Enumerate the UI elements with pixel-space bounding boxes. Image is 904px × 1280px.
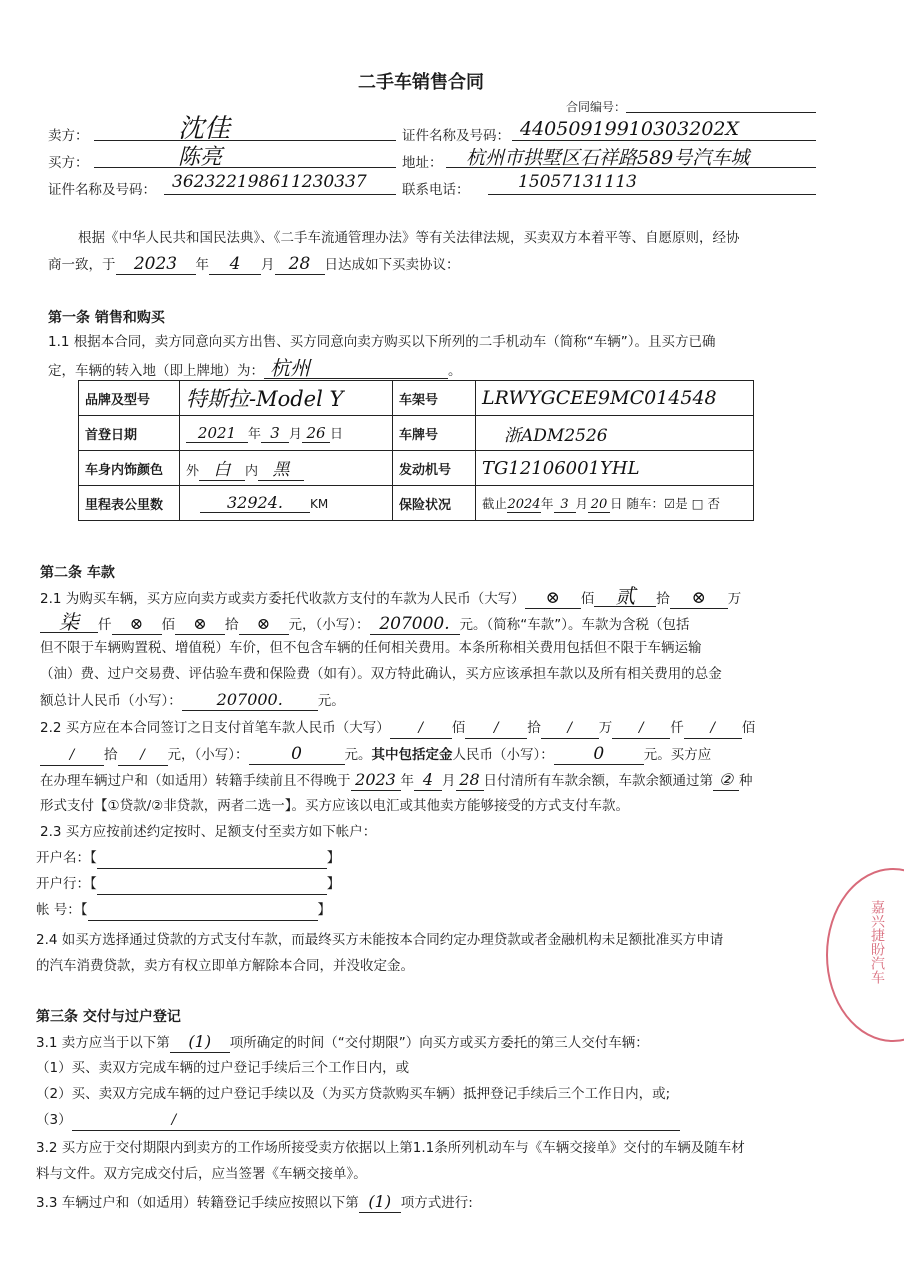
article3-heading: 第三条 交付与过户登记: [36, 1009, 181, 1025]
contract-title: 二手车销售合同: [358, 72, 484, 93]
brand-value[interactable]: 特斯拉-Model Y: [180, 381, 393, 416]
reg-date-value[interactable]: 2021 年 3 月 26 日: [180, 416, 393, 451]
address[interactable]: 杭州市拱墅区石祥路589号汽车城: [466, 147, 750, 169]
p32-l2: 料与文件。双方完成交付后，应当签署《车辆交接单》。: [36, 1166, 367, 1182]
article2-l2: 柒 仟 ⊗ 佰 ⊗ 拾 ⊗ 元，（小写）： 207000. 元。（简称“车款”）。车款为含税（包括: [40, 612, 690, 635]
vin-value[interactable]: LRWYGCEE9MC014548: [476, 381, 754, 416]
acct-bank-row: 开户行：【 】: [36, 874, 340, 895]
phone-line: [488, 194, 816, 195]
option-2: （2）买、卖双方完成车辆的过户登记手续以及（为买方贷款购买车辆）抵押登记手续后三个工作日内，或;: [36, 1086, 671, 1102]
p22-l3: 在办理车辆过户和（如适用）转籍手续前且不得晚于 2023 年 4 月 28 日付清所有车款余额，车款余额通过第 ② 种: [40, 770, 753, 789]
seller-name[interactable]: 沈佳: [178, 114, 231, 144]
pay-day[interactable]: 28: [456, 770, 484, 791]
article2-l4: （油）费、过户交易费、评估验车费和保险费（如有）。双方特此确认，买方应该承担车款以及所有相关费用的总金: [40, 666, 722, 682]
sign-day[interactable]: 28: [275, 254, 325, 275]
color-label: 车身内饰颜色: [79, 451, 180, 486]
buyer-id[interactable]: 362322198611230337: [172, 172, 367, 192]
price-shi2[interactable]: ⊗: [175, 614, 225, 635]
p24-l2: 的汽车消费贷款，卖方有权立即单方解除本合同，并没收定金。: [36, 958, 414, 974]
p33: 3.3 车辆过户和（如适用）转籍登记手续应按照以下第 (1) 项方式进行:: [36, 1192, 473, 1211]
price-qian-val[interactable]: 柒: [40, 612, 98, 633]
brand-label: 品牌及型号: [79, 381, 180, 416]
insurance-value[interactable]: 截止2024年 3 月 20 日 随车：☑是 □ 否: [476, 486, 754, 521]
price-yuan[interactable]: ⊗: [239, 614, 289, 635]
seal-text: 嘉兴捷盼汽车: [869, 900, 885, 984]
buyer-label: 买方：: [48, 155, 89, 171]
sign-year[interactable]: 2023: [116, 254, 196, 275]
buyer-line: [94, 167, 396, 168]
vin-label: 车架号: [393, 381, 476, 416]
option-3: （3） /: [36, 1110, 680, 1131]
transfer-choice[interactable]: (1): [359, 1192, 401, 1213]
color-value[interactable]: 外 白 内 黑: [180, 451, 393, 486]
insurance-no-checkbox[interactable]: □ 否: [691, 495, 721, 511]
total-amount[interactable]: 207000.: [182, 690, 318, 711]
price-bai[interactable]: ⊗: [525, 588, 581, 609]
delivery-choice[interactable]: (1): [170, 1032, 230, 1053]
transfer-city[interactable]: 杭州: [264, 358, 448, 379]
article1-p1-line2: 定，车辆的转入地（即上牌地）为： 杭州 。: [48, 356, 462, 380]
acct-no-row: 帐 号：【 】: [36, 900, 331, 921]
plate-value[interactable]: 浙ADM2526: [476, 416, 754, 451]
p23: 2.3 买方应按前述约定按时、足额支付至卖方如下帐户：: [40, 824, 377, 840]
reg-date-label: 首登日期: [79, 416, 180, 451]
price-wan[interactable]: ⊗: [670, 588, 728, 609]
p24-l1: 2.4 如买方选择通过贷款的方式支付车款，而最终买方未能按本合同约定办理贷款或者金融机构未足额批准买方申请: [36, 932, 724, 948]
seller-id[interactable]: 44050919910303202X: [520, 118, 740, 140]
seller-id-label: 证件名称及号码：: [402, 128, 510, 144]
buyer-name[interactable]: 陈亮: [178, 145, 223, 170]
contract-no-label: 合同编号：: [566, 100, 627, 114]
article2-heading: 第二条 车款: [40, 565, 115, 581]
acct-bank-field[interactable]: [97, 874, 327, 895]
first-payment[interactable]: 0: [249, 744, 345, 765]
article1-p1-line1: 1.1 根据本合同，卖方同意向买方出售、买方同意向卖方购买以下所列的二手机动车（简称“车辆”）。且买方已确: [48, 334, 716, 350]
mileage-value[interactable]: 32924. KM: [180, 486, 393, 521]
pay-year[interactable]: 2023: [351, 770, 401, 791]
option-1: （1）买、卖双方完成车辆的过户登记手续后三个工作日内，或: [36, 1060, 410, 1076]
insurance-label: 保险状况: [393, 486, 476, 521]
price-amount[interactable]: 207000.: [370, 614, 460, 635]
acct-no-field[interactable]: [88, 900, 318, 921]
seller-line: [94, 140, 396, 141]
address-label: 地址：: [402, 155, 443, 171]
intro-line2: 商一致，于 2023 年 4 月 28 日达成如下买卖协议：: [48, 254, 460, 274]
article2-l1: 2.1 为购买车辆，买方应向卖方或卖方委托代收款方支付的车款为人民币（大写） ⊗ 佰 贰 拾 ⊗ 万: [40, 584, 742, 608]
phone-label: 联系电话：: [402, 182, 470, 198]
price-bai2[interactable]: ⊗: [112, 614, 162, 635]
engine-value[interactable]: TG12106001YHL: [476, 451, 754, 486]
p31: 3.1 卖方应当于以下第 (1) 项所确定的时间（“交付期限”）向买方或买方委托的第三人交付车辆：: [36, 1032, 649, 1051]
vehicle-table: [78, 380, 754, 521]
sign-month[interactable]: 4: [209, 254, 261, 275]
pay-month[interactable]: 4: [414, 770, 442, 791]
p22-l2: / 拾 / 元，（小写）： 0 元。其中包括定金人民币（小写）： 0 元。买方应: [40, 744, 711, 766]
seller-label: 卖方：: [48, 128, 89, 144]
payment-method[interactable]: ②: [713, 770, 739, 791]
option-3-field[interactable]: /: [72, 1110, 680, 1131]
article1-heading: 第一条 销售和购买: [48, 310, 165, 326]
p32-l1: 3.2 买方应于交付期限内到卖方的工作场所接受卖方依据以上第1.1条所列机动车与《车辆交接单》交付的车辆及随车材: [36, 1140, 745, 1156]
plate-label: 车牌号: [393, 416, 476, 451]
p22-l4: 形式支付【①贷款/②非贷款，两者二选一】。买方应该以电汇或其他卖方能够接受的方式支付车款。: [40, 798, 630, 814]
phone[interactable]: 15057131113: [518, 172, 637, 192]
acct-name-field[interactable]: [97, 848, 327, 869]
article2-l5: 额总计人民币（小写）： 207000. 元。: [40, 690, 345, 709]
article2-l3: 但不限于车辆购置税、增值税）车价，但不包含车辆的任何相关费用。本条所称相关费用包括但不限于车辆运输: [40, 640, 702, 656]
intro-line1: 根据《中华人民共和国民法典》、《二手车流通管理办法》等有关法律法规，买卖双方本着平等、自愿原则，经协: [78, 230, 740, 246]
mileage-label: 里程表公里数: [79, 486, 180, 521]
deposit-amount[interactable]: 0: [554, 744, 644, 765]
price-shi[interactable]: 贰: [594, 586, 656, 607]
engine-label: 发动机号: [393, 451, 476, 486]
p22-l1: 2.2 买方应在本合同签订之日支付首笔车款人民币（大写） / 佰 / 拾 / 万 / 仟 / 佰: [40, 718, 755, 739]
seller-id-line: [512, 140, 816, 141]
insurance-yes-checkbox[interactable]: ☑是: [664, 495, 688, 511]
acct-name-row: 开户名：【 】: [36, 848, 340, 869]
contract-no-line: [626, 112, 816, 113]
buyer-id-line: [164, 194, 396, 195]
buyer-id-label: 证件名称及号码：: [48, 182, 156, 198]
